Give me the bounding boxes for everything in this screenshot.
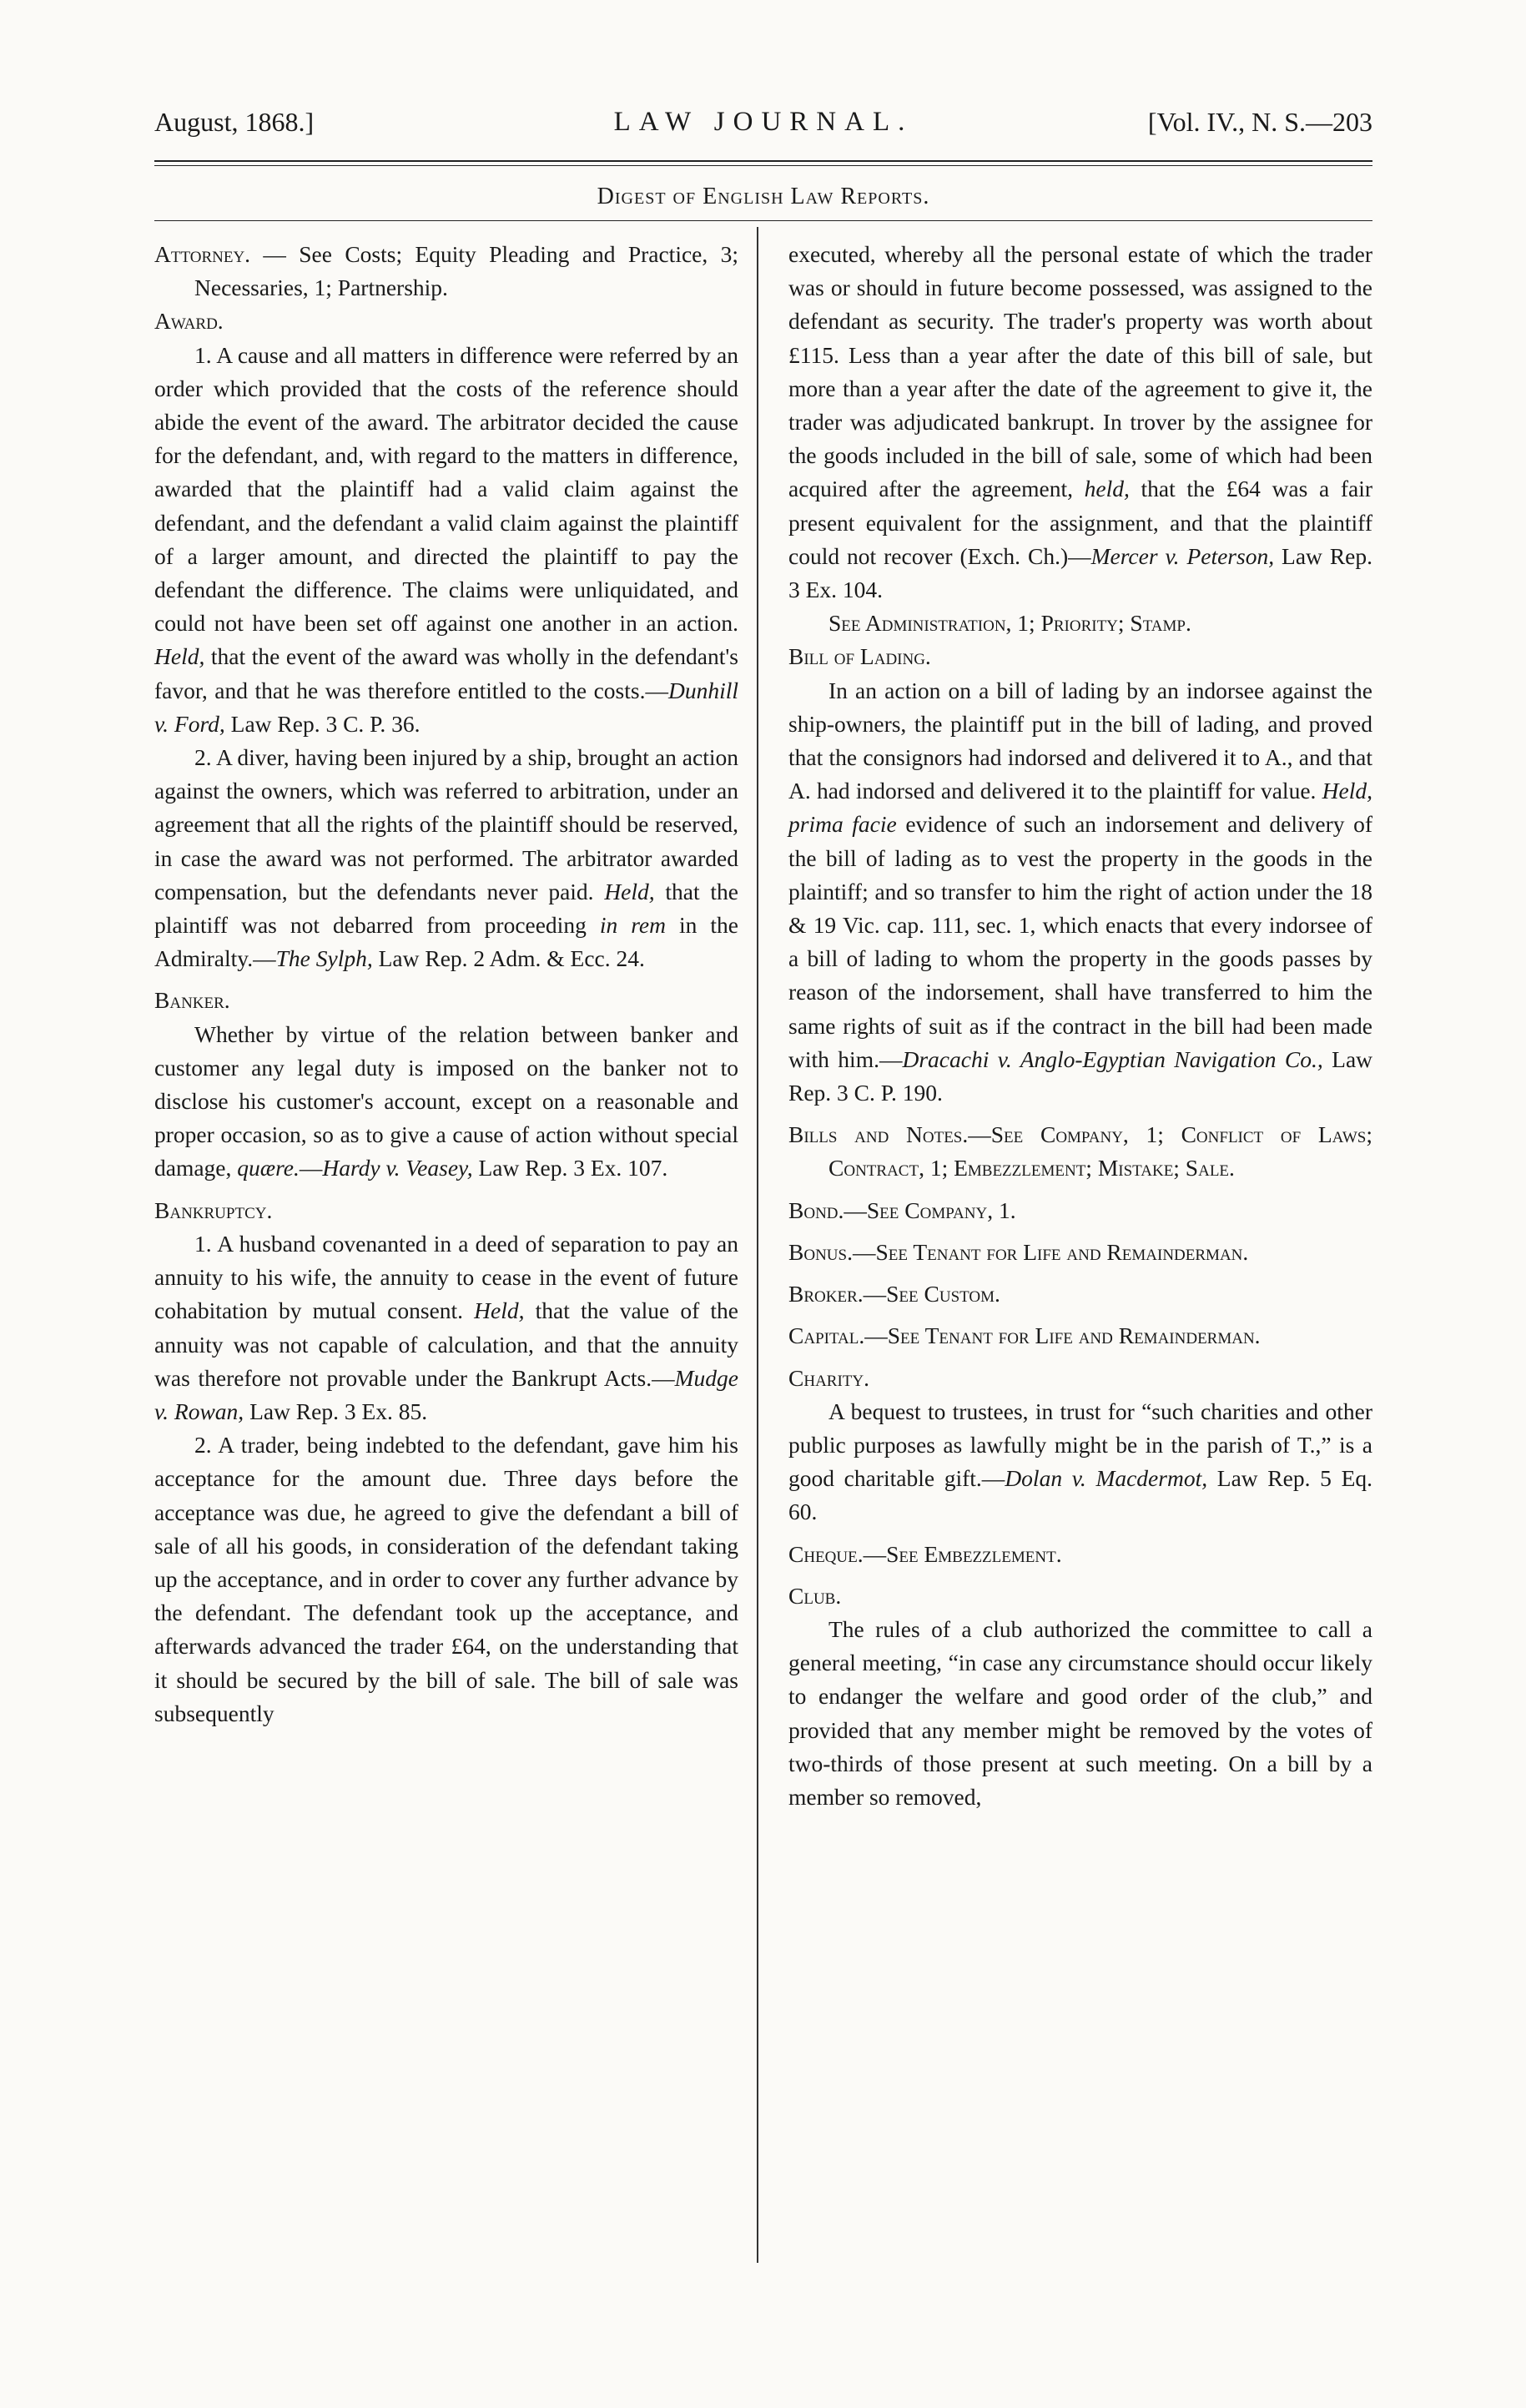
- header-rule-thin: [154, 165, 1372, 166]
- volume-page: [Vol. IV., N. S.—203: [1147, 107, 1372, 137]
- header-rule: [154, 160, 1372, 162]
- section-title: Digest of English Law Reports.: [597, 184, 930, 209]
- entry-bond: Bond.—See Company, 1.: [788, 1196, 1016, 1223]
- bankruptcy-continuation: executed, whereby all the personal estate of which the trader was or should in future become possessed, was assigned to the defendant as security. The trader's property was worth about £115. Less than a year after the date of this bill of sale, but more than a year after the date of the agreement to give it, the trader was adjudicated bankrupt. In trover by the assignee for the goods included in the bill of sale, some of which had been acquired after the agreement, held, that the £64 was a fair present equivalent for the assignment, and that the plaintiff could not recover (Exch. Ch.)—Mercer v. Peterson, Law Rep. 3 Ex. 104.: [788, 241, 1373, 603]
- club-paragraph: The rules of a club authorized the committee to call a general meeting, “in case any circumstance should occur likely to endanger the welfare and good order of the club,” and provided that any member might be removed by the votes of two-thirds of those present at such meeting. On a bill by a member so removed,: [788, 1615, 1372, 1810]
- heading-banker: Banker.: [154, 987, 230, 1014]
- heading-bankruptcy: Bankruptcy.: [154, 1196, 273, 1223]
- entry-bonus: Bonus.—See Tenant for Life and Remainderman.: [788, 1238, 1249, 1265]
- bankruptcy-paragraph-2: 2. A trader, being indebted to the defendant, gave him his acceptance for the amount due. Three days before the acceptance was due, he agreed to give the defendant a bill of sale of all his goods, in consideration of the defendant taking up the acceptance, and in order to cover any further advance by the defendant. The defendant took up the acceptance, and afterwards advanced the trader £64, on the understanding that it should be secured by the bill of sale. The bill of sale was subsequently: [154, 1432, 738, 1726]
- entry-broker: Broker.—See Custom.: [788, 1281, 1000, 1307]
- entry-cheque: Cheque.—See Embezzlement.: [788, 1540, 1062, 1567]
- entry-bills-and-notes: Bills and Notes.—See Company, 1; Conflict of Laws; Contract, 1; Embezzlement; Mistake; Sale.: [788, 1121, 1372, 1181]
- award-paragraph-2: 2. A diver, having been injured by a ship, brought an action against the owners, which was referred to arbitration, under an agreement that all the rights of the plaintiff should be reserved, in case the award was not performed. The arbitrator awarded compensation, but the defendants never paid. Held, that the plaintiff was not debarred from proceeding in rem in the Admiralty.—The Sylph, Law Rep. 2 Adm. & Ecc. 24.: [154, 744, 739, 972]
- right-column: [788, 238, 1372, 1814]
- heading-charity: Charity.: [788, 1364, 869, 1391]
- running-head: [154, 107, 1372, 157]
- heading-bill-of-lading: Bill of Lading.: [788, 643, 931, 670]
- issue-date: August, 1868.]: [154, 107, 315, 137]
- bankruptcy-see-also: See Administration, 1; Priority; Stamp.: [828, 610, 1191, 637]
- banker-paragraph: Whether by virtue of the relation between banker and customer any legal duty is imposed on the banker not to disclose his customer's account, except on a reasonable and proper occasion, so as to give a cause of action without special damage, quære.—Hardy v. Veasey, Law Rep. 3 Ex. 107.: [154, 1020, 738, 1181]
- heading-club: Club.: [788, 1582, 842, 1609]
- entry-capital: Capital.—See Tenant for Life and Remainderman.: [788, 1322, 1261, 1349]
- left-column: [154, 238, 738, 1730]
- column-separator: [757, 227, 758, 2263]
- award-paragraph-1: 1. A cause and all matters in difference were referred by an order which provided that the costs of the reference should abide the event of the award. The arbitrator decided the cause for the defendant, and, with regard to the matters in difference, awarded that the plaintiff had a valid claim against the defendant, and the defendant a valid claim against the plaintiff of a larger amount, and directed the plaintiff to pay the defendant the difference. The claims were unliquidated, and could not have been set off against one another in an action. Held, that the event of the award was wholly in the defendant's favor, and that he was therefore entitled to the costs.—Dunhill v. Ford, Law Rep. 3 C. P. 36.: [154, 341, 738, 737]
- entry-attorney: Attorney. — See Costs; Equity Pleading and Practice, 3; Necessaries, 1; Partnership.: [154, 241, 738, 301]
- journal-title: LAW JOURNAL.: [613, 107, 914, 137]
- bankruptcy-paragraph-1: 1. A husband covenanted in a deed of separation to pay an annuity to his wife, the annuity to cease in the event of future cohabitation by mutual consent. Held, that the value of the annuity was not capable of calculation, and that the annuity was therefore not provable under the Bankrupt Acts.—Mudge v. Rowan, Law Rep. 3 Ex. 85.: [154, 1230, 739, 1424]
- charity-paragraph: A bequest to trustees, in trust for “such charities and other public purposes as lawfully might be in the parish of T.,” is a good charitable gift.—Dolan v. Macdermot, Law Rep. 5 Eq. 60.: [788, 1398, 1372, 1525]
- title-rule: [154, 220, 1372, 221]
- bill-of-lading-paragraph: In an action on a bill of lading by an indorsee against the ship-owners, the plaintiff put in the bill of lading, and proved that the consignors had indorsed and delivered it to A., and that A. had indorsed and delivered it to the plaintiff for value. Held, prima facie evidence of such an indorsement and delivery of the bill of lading as to vest the property in the goods in the plaintiff; and so transfer to him the right of action under the 18 & 19 Vic. cap. 111, sec. 1, which enacts that every indorsee of a bill of lading to whom the property in the goods passes by reason of the indorsement, shall have transferred to him the same rights of suit as if the contract in the bill had been made with him.—Dracachi v. Anglo-Egyptian Navigation Co., Law Rep. 3 C. P. 190.: [788, 677, 1373, 1106]
- heading-award: Award.: [154, 308, 224, 335]
